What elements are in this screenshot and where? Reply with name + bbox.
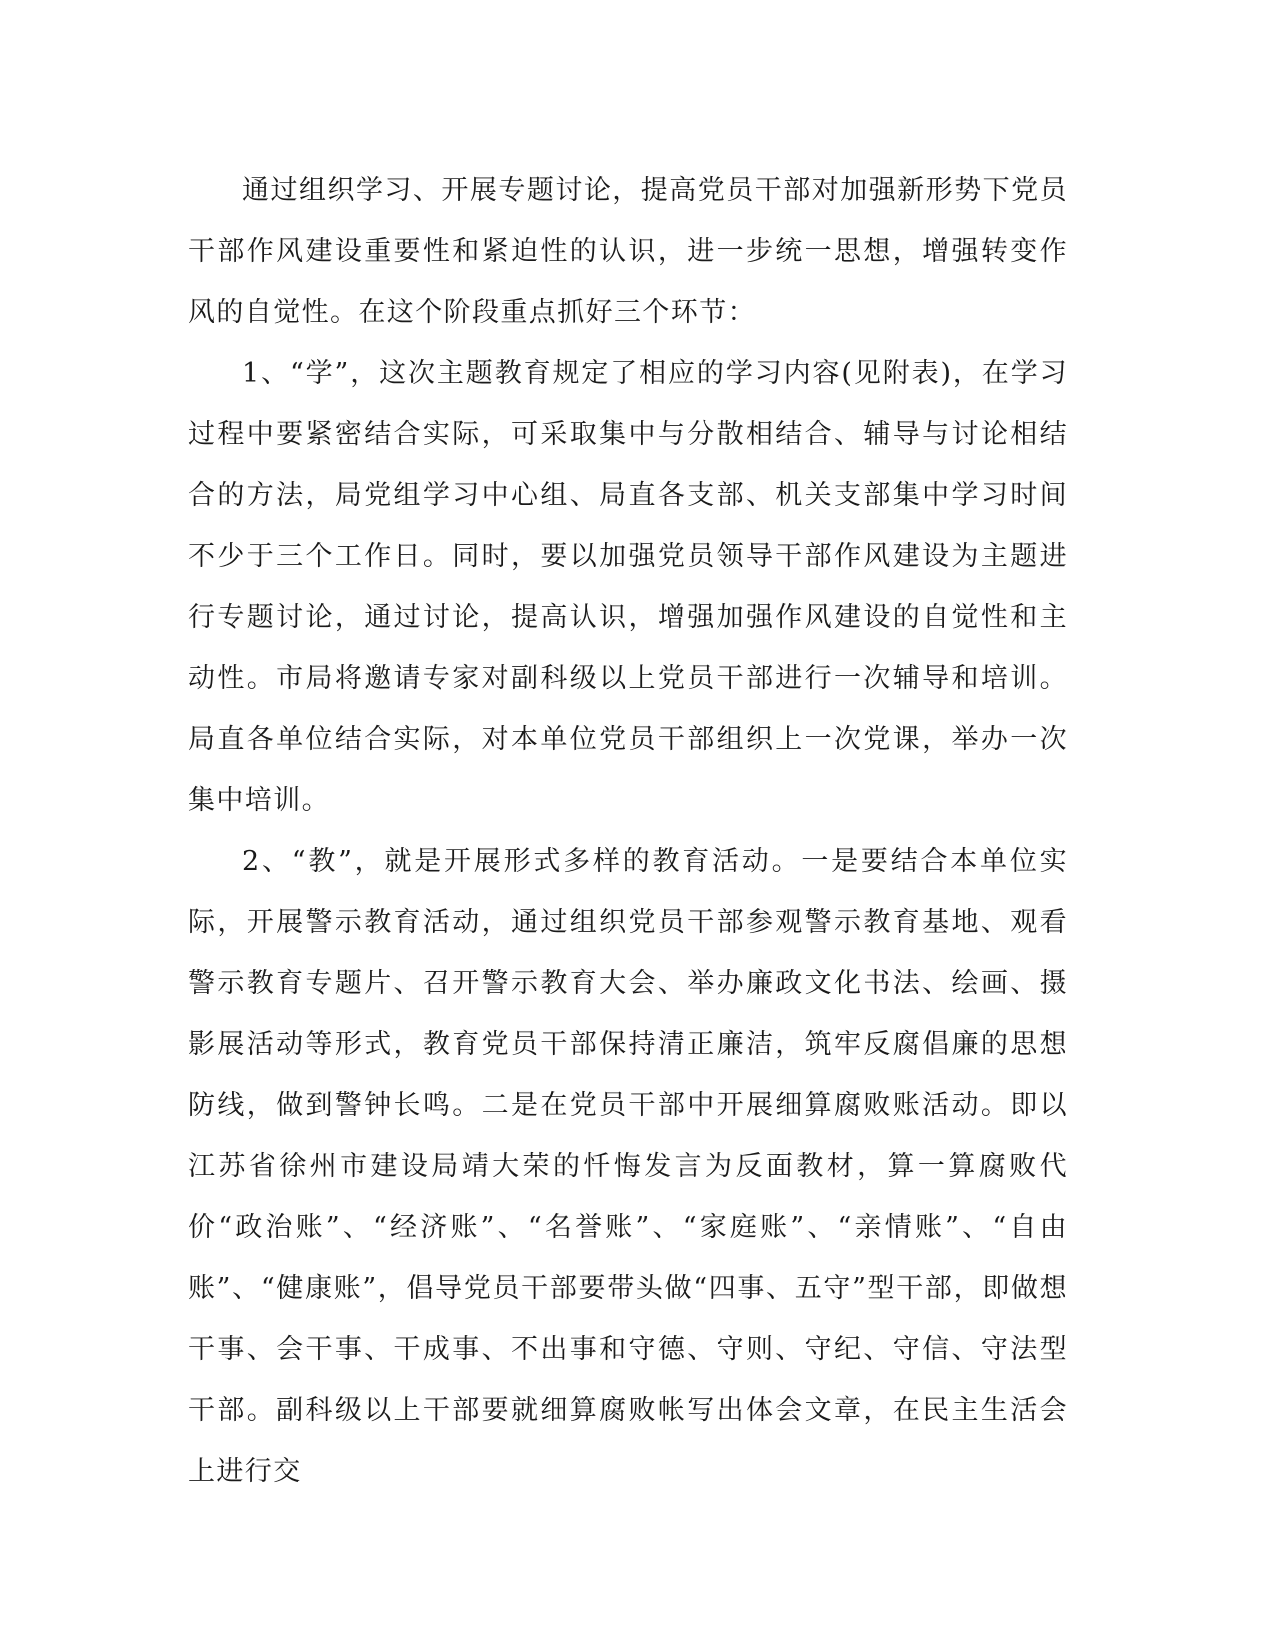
paragraph-teach: 2、“教”，就是开展形式多样的教育活动。一是要结合本单位实际，开展警示教育活动，通过组织党员干部参观警示教育基地、观看警示教育专题片、召开警示教育大会、举办廉政文化书法、绘画、摄影展活动等形式，教育党员干部保持清正廉洁，筑牢反腐倡廉的思想防线，做到警钟长鸣。二是在党员干部中开展细算腐败账活动。即以江苏省徐州市建设局靖大荣的忏悔发言为反面教材，算一算腐败代价“政治账”、“经济账”、“名誉账”、“家庭账”、“亲情账”、“自由账”、“健康账”，倡导党员干部要带头做“四事、五守”型干部，即做想干事、会干事、干成事、不出事和守德、守则、守纪、守信、守法型干部。副科级以上干部要就细算腐败帐写出体会文章，在民主生活会上进行交 — [188, 846, 1068, 1487]
paragraph-intro: 通过组织学习、开展专题讨论，提高党员干部对加强新形势下党员干部作风建设重要性和紧迫性的认识，进一步统一思想，增强转变作风的自觉性。在这个阶段重点抓好三个环节： — [188, 175, 1068, 328]
document-body — [188, 160, 1068, 1502]
paragraph-learn: 1、“学”，这次主题教育规定了相应的学习内容(见附表)，在学习过程中要紧密结合实际，可采取集中与分散相结合、辅导与讨论相结合的方法，局党组学习中心组、局直各支部、机关支部集中学习时间不少于三个工作日。同时，要以加强党员领导干部作风建设为主题进行专题讨论，通过讨论，提高认识，增强加强作风建设的自觉性和主动性。市局将邀请专家对副科级以上党员干部进行一次辅导和培训。局直各单位结合实际，对本单位党员干部组织上一次党课，举办一次集中培训。 — [188, 358, 1068, 816]
